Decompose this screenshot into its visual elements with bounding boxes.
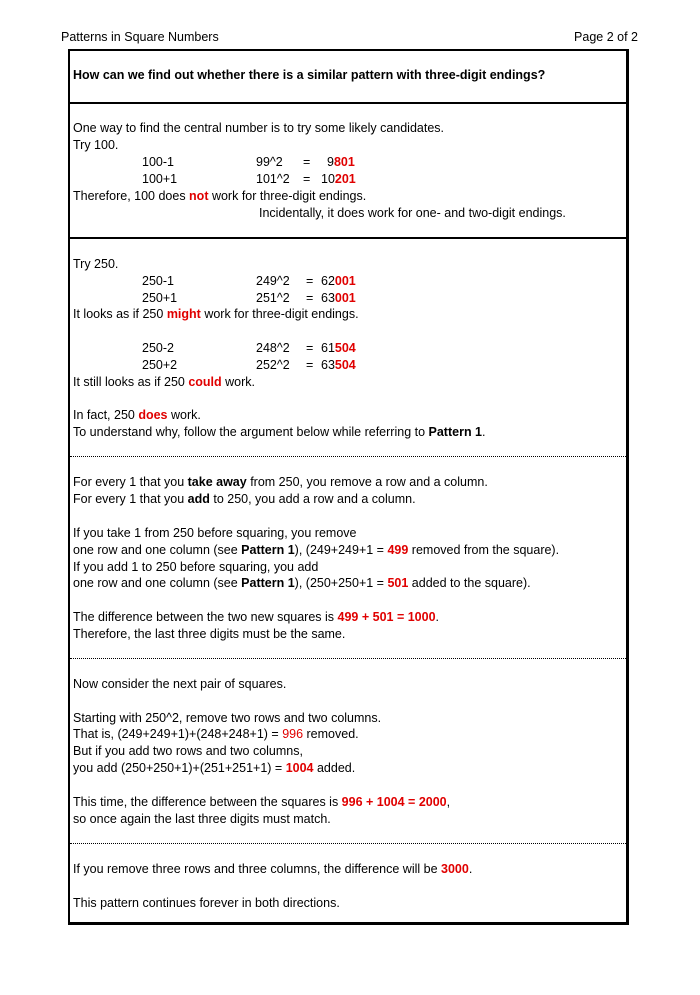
section-divider (70, 843, 626, 844)
s2-understand: To understand why, follow the argument below while referring to Pattern 1. (73, 425, 486, 439)
s3-line-3: If you take 1 from 250 before squaring, you remove (73, 526, 357, 540)
section-divider (70, 658, 626, 659)
s2-r2-square: 251^2 (256, 291, 290, 305)
s4-line-2: Starting with 250^2, remove two rows and two columns. (73, 711, 382, 725)
s1-note: Incidentally, it does work for one- and two-digit endings. (259, 206, 566, 220)
s1-r1-result: 9801 (327, 155, 355, 169)
s2-r4-square: 252^2 (256, 358, 290, 372)
s2-r4-expr: 250+2 (142, 358, 178, 372)
s1-intro: One way to find the central number is to try some likely candidates. (73, 121, 445, 135)
s2-r2-eq: = (306, 291, 314, 305)
s1-r1-square: 99^2 (256, 155, 283, 169)
s2-r1-result: 62001 (321, 274, 356, 288)
s4-line-1: Now consider the next pair of squares. (73, 677, 287, 691)
question-heading: How can we find out whether there is a similar pattern with three-digit endings? (73, 68, 546, 82)
document-title: Patterns in Square Numbers (61, 30, 219, 44)
s1-r2-expr: 100+1 (142, 172, 178, 186)
s3-line-4: one row and one column (see Pattern 1), (249+249+1 = 499 removed from the square). (73, 543, 560, 557)
s4-line-7: so once again the last three digits must match. (73, 812, 331, 826)
section-divider (70, 237, 626, 239)
section-divider (70, 102, 626, 104)
s3-line-8: Therefore, the last three digits must be the same. (73, 627, 346, 641)
s3-line-7: The difference between the two new squares is 499 + 501 = 1000. (73, 610, 440, 624)
s1-try: Try 100. (73, 138, 119, 152)
s4-line-3: That is, (249+249+1)+(248+248+1) = 996 removed. (73, 727, 359, 741)
content-frame (68, 49, 629, 925)
s2-r3-eq: = (306, 341, 314, 355)
s2-r3-square: 248^2 (256, 341, 290, 355)
s2-might: It looks as if 250 might work for three-digit endings. (73, 307, 359, 321)
s1-r1-eq: = (303, 155, 311, 169)
s2-r2-result: 63001 (321, 291, 356, 305)
s1-r1-expr: 100-1 (142, 155, 174, 169)
s4-line-4: But if you add two rows and two columns, (73, 744, 303, 758)
s1-r2-square: 101^2 (256, 172, 290, 186)
s2-r4-result: 63504 (321, 358, 356, 372)
s2-r3-expr: 250-2 (142, 341, 174, 355)
s1-r2-result: 10201 (321, 172, 356, 186)
s2-does: In fact, 250 does work. (73, 408, 201, 422)
s5-line-1: If you remove three rows and three columns, the difference will be 3000. (73, 862, 473, 876)
s1-conclusion: Therefore, 100 does not work for three-digit endings. (73, 189, 367, 203)
s2-r3-result: 61504 (321, 341, 356, 355)
s3-line-2: For every 1 that you add to 250, you add a row and a column. (73, 492, 416, 506)
s2-try: Try 250. (73, 257, 119, 271)
s2-r4-eq: = (306, 358, 314, 372)
section-divider (70, 456, 626, 457)
s2-r2-expr: 250+1 (142, 291, 178, 305)
s5-line-2: This pattern continues forever in both directions. (73, 896, 340, 910)
page-number: Page 2 of 2 (574, 30, 638, 44)
s2-r1-square: 249^2 (256, 274, 290, 288)
s1-r2-eq: = (303, 172, 311, 186)
s3-line-1: For every 1 that you take away from 250, you remove a row and a column. (73, 475, 488, 489)
s2-r1-expr: 250-1 (142, 274, 174, 288)
s2-r1-eq: = (306, 274, 314, 288)
s4-line-5: you add (250+250+1)+(251+251+1) = 1004 added. (73, 761, 356, 775)
s3-line-5: If you add 1 to 250 before squaring, you add (73, 560, 319, 574)
s3-line-6: one row and one column (see Pattern 1), (250+250+1 = 501 added to the square). (73, 576, 531, 590)
s2-could: It still looks as if 250 could work. (73, 375, 256, 389)
s4-line-6: This time, the difference between the squares is 996 + 1004 = 2000, (73, 795, 451, 809)
